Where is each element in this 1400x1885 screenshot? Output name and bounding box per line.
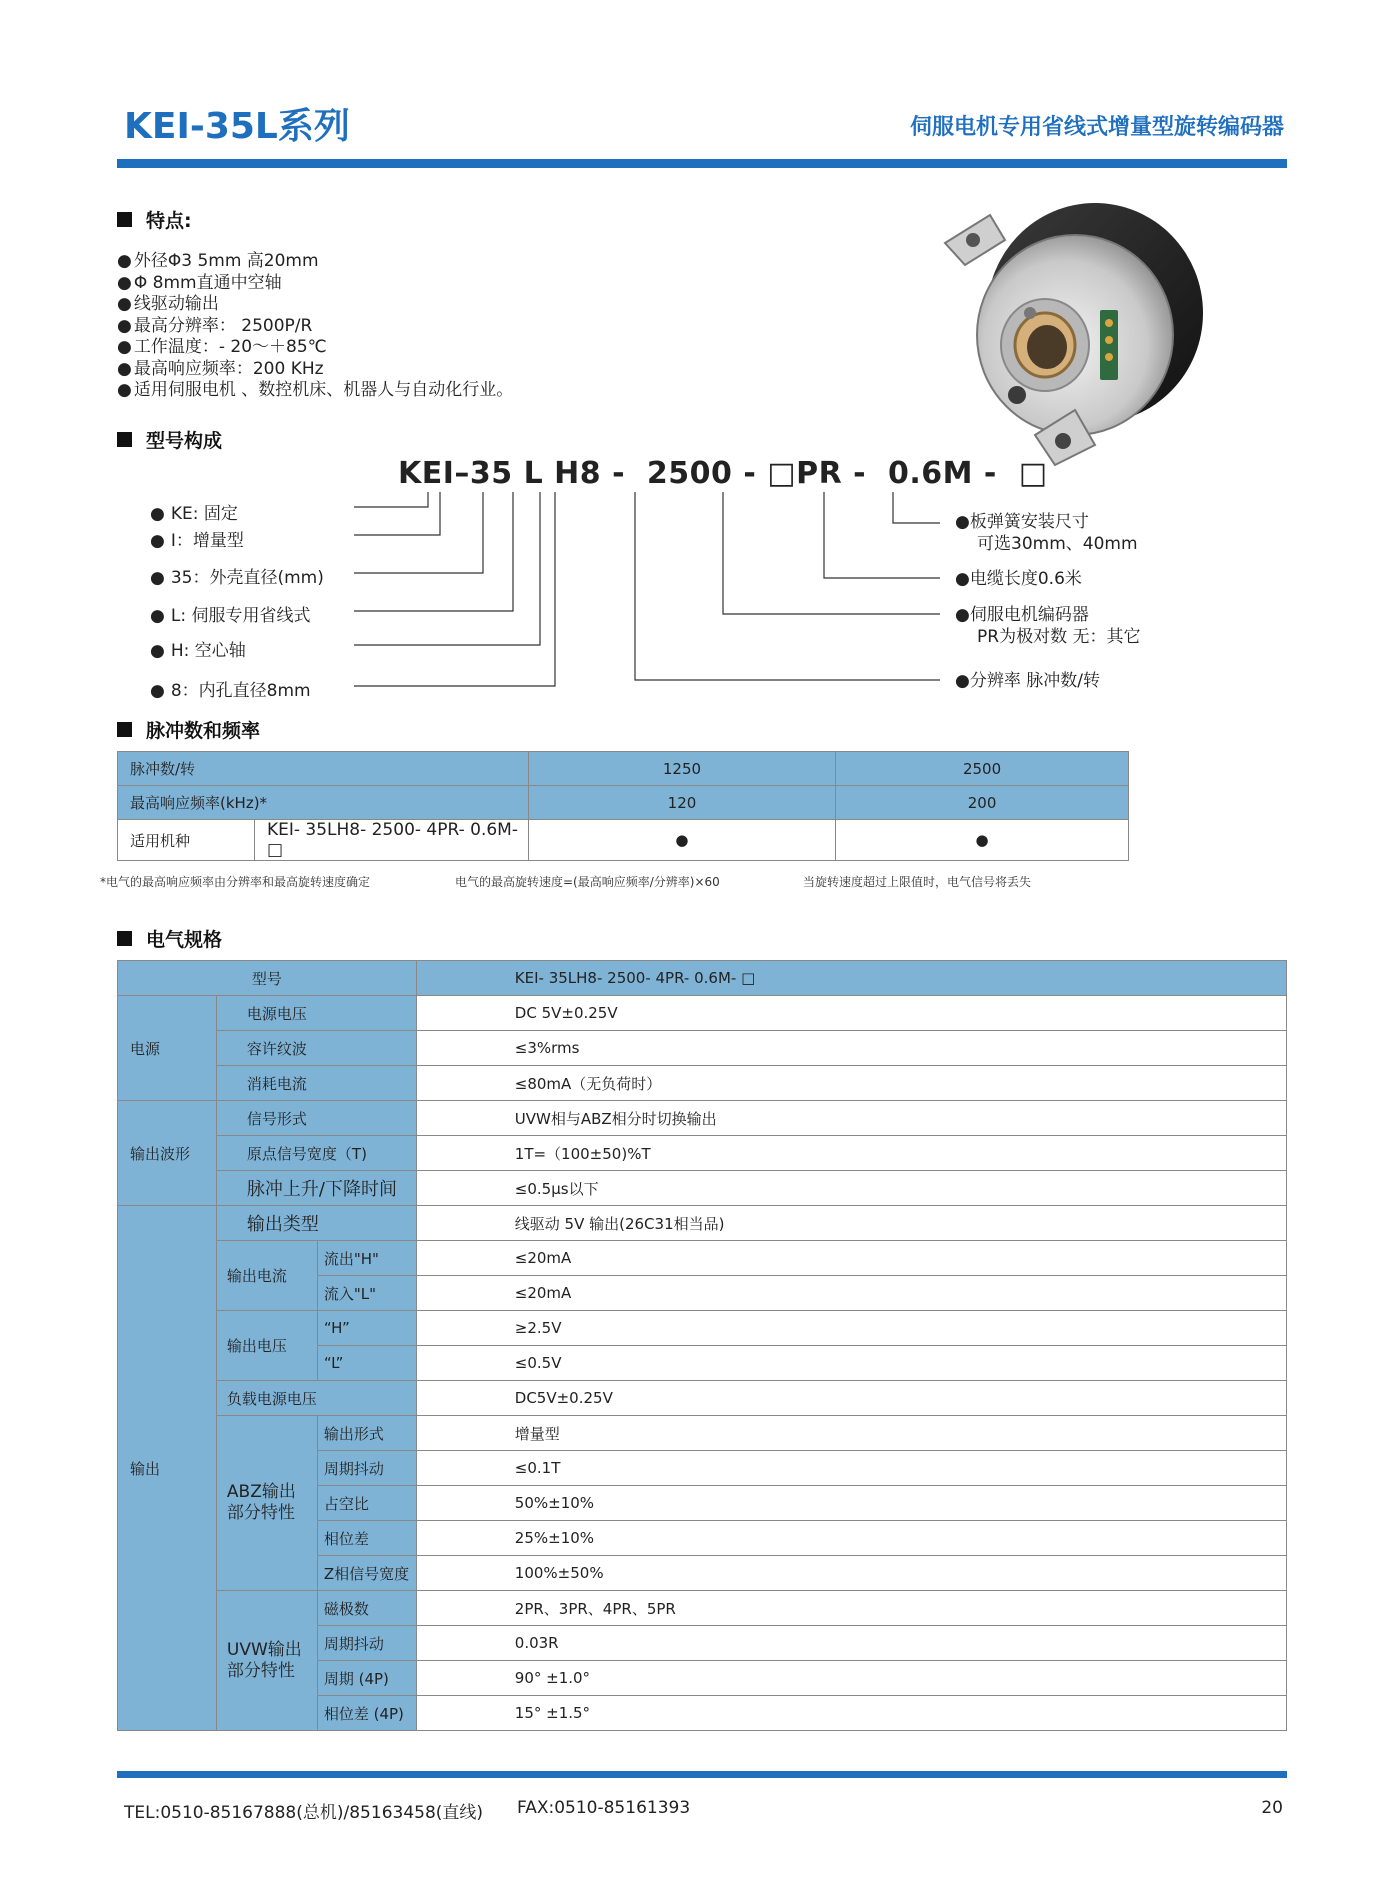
footnote: *电气的最高响应频率由分辨率和最高旋转速度确定: [100, 875, 371, 889]
legend-item: ● 板弹簧安装尺寸 可选30mm、40mm: [955, 511, 1138, 555]
table-row: 适用机种 KEI- 35LH8- 2500- 4PR- 0.6M- □ ● ●: [118, 820, 1129, 861]
page-number: 20: [1261, 1798, 1283, 1818]
legend-item: ● 分辨率 脉冲数/转: [955, 670, 1100, 692]
square-bullet-icon: [117, 931, 132, 946]
table-row: 周期抖动 ≤0.1T: [118, 1451, 1287, 1486]
model-code: KEI–35 L H8 - 2500 - □PR - 0.6M - □: [398, 456, 1048, 491]
legend-item: ● I：增量型: [150, 526, 244, 551]
list-item: ● Φ 8mm直通中空轴: [117, 273, 513, 295]
list-item: ● 最高响应频率：200 KHz: [117, 359, 513, 381]
table-row: “L” ≤0.5V: [118, 1346, 1287, 1381]
footnote: 电气的最高旋转速度=(最高响应频率/分辨率)×60: [455, 875, 720, 889]
electrical-heading: 电气规格: [117, 925, 222, 952]
electrical-table: [117, 960, 1287, 1731]
list-item: ● 工作温度：- 20～＋85℃: [117, 337, 513, 359]
series-title: KEI-35L系列: [124, 106, 350, 147]
list-item: ● 线驱动输出: [117, 294, 513, 316]
table-row: 消耗电流 ≤80mA（无负荷时）: [118, 1066, 1287, 1101]
list-item: ● 适用伺服电机 、数控机床、机器人与自动化行业。: [117, 380, 513, 402]
table-row: 脉冲数/转 1250 2500: [118, 752, 1129, 786]
table-row: UVW输出 部分特性 磁极数 2PR、3PR、4PR、5PR: [118, 1591, 1287, 1626]
table-row: 脉冲上升/下降时间 ≤0.5μs以下: [118, 1171, 1287, 1206]
model-connector-lines: [0, 0, 1400, 720]
table-row: 周期抖动 0.03R: [118, 1626, 1287, 1661]
table-row: Z相信号宽度 100%±50%: [118, 1556, 1287, 1591]
table-row: 原点信号宽度（T) 1T=（100±50)%T: [118, 1136, 1287, 1171]
table-row: 周期 (4P) 90° ±1.0°: [118, 1661, 1287, 1696]
table-row: 最高响应频率(kHz)* 120 200: [118, 786, 1129, 820]
table-row: 相位差 (4P) 15° ±1.5°: [118, 1696, 1287, 1731]
table-row: 容许纹波 ≤3%rms: [118, 1031, 1287, 1066]
legend-item: ● H: 空心轴: [150, 636, 246, 661]
table-row: 型号 KEI- 35LH8- 2500- 4PR- 0.6M- □: [118, 961, 1287, 996]
table-row: 占空比 50%±10%: [118, 1486, 1287, 1521]
table-row: 流入"L" ≤20mA: [118, 1276, 1287, 1311]
footnote: 当旋转速度超过上限值时，电气信号将丢失: [803, 875, 1032, 889]
legend-item: ● KE: 固定: [150, 499, 238, 524]
pulse-table: [117, 751, 1129, 861]
table-row: 相位差 25%±10%: [118, 1521, 1287, 1556]
table-row: 输出波形 信号形式 UVW相与ABZ相分时切换输出: [118, 1101, 1287, 1136]
legend-item: ● L: 伺服专用省线式: [150, 601, 310, 626]
table-row: 负载电源电压 DC5V±0.25V: [118, 1381, 1287, 1416]
footer-divider: [117, 1771, 1287, 1778]
footer-fax: FAX:0510-85161393: [517, 1798, 691, 1818]
pulse-heading: 脉冲数和频率: [117, 716, 260, 743]
table-row: 电源 电源电压 DC 5V±0.25V: [118, 996, 1287, 1031]
table-row: 输出电压 “H” ≥2.5V: [118, 1311, 1287, 1346]
legend-item: ● 电缆长度0.6米: [955, 568, 1082, 590]
square-bullet-icon: [117, 722, 132, 737]
list-item: ● 外径Φ3 5mm 高20mm: [117, 251, 513, 273]
table-row: 输出电流 流出"H" ≤20mA: [118, 1241, 1287, 1276]
legend-item: ● 伺服电机编码器 PR为极对数 无：其它: [955, 604, 1140, 648]
model-heading: 型号构成: [117, 426, 222, 453]
table-row: 输出 输出类型 线驱动 5V 输出(26C31相当品): [118, 1206, 1287, 1241]
features-heading: 特点:: [117, 206, 192, 233]
legend-item: ● 35：外壳直径(mm): [150, 563, 324, 588]
footer-tel: TEL:0510-85167888(总机)/85163458(直线): [124, 1803, 484, 1823]
product-subtitle: 伺服电机专用省线式增量型旋转编码器: [909, 115, 1284, 140]
list-item: ● 最高分辨率： 2500P/R: [117, 316, 513, 338]
table-row: ABZ输出 部分特性 输出形式 增量型: [118, 1416, 1287, 1451]
legend-item: ● 8：内孔直径8mm: [150, 676, 311, 701]
